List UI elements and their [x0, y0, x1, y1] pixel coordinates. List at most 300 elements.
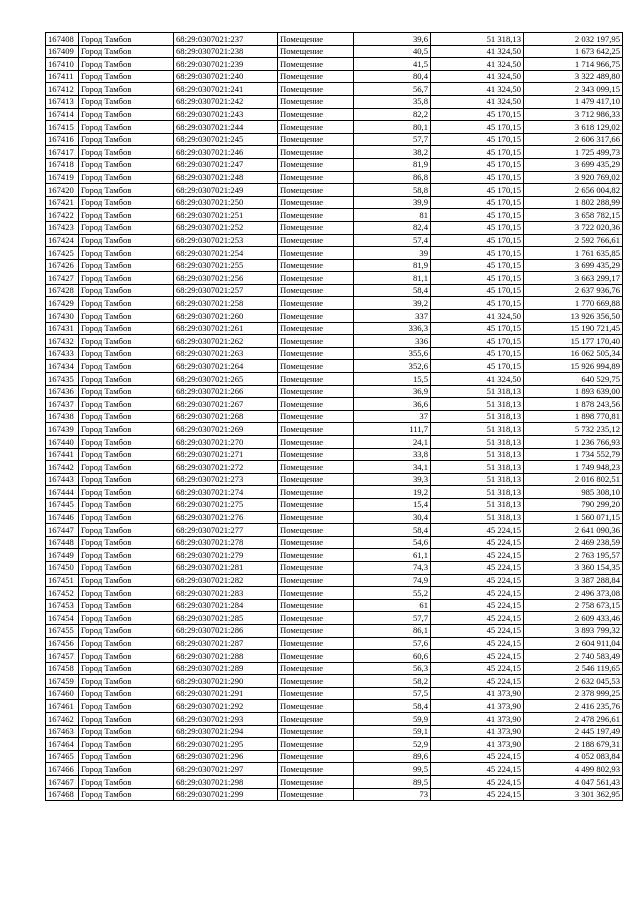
record-id-cell: 167420: [46, 184, 79, 197]
table-row: [46, 196, 623, 209]
record-id-cell: 167430: [46, 310, 79, 323]
area-cell: 61: [354, 599, 431, 612]
object-type-cell: Помещение: [278, 536, 354, 549]
object-type-cell: Помещение: [278, 498, 354, 511]
area-cell: 57,6: [354, 637, 431, 650]
city-cell: Город Тамбов: [79, 322, 174, 335]
record-id-cell: 167463: [46, 725, 79, 738]
table-row: [46, 750, 623, 763]
cadastral-value-cell: 640 529,75: [524, 373, 623, 386]
record-id-cell: 167467: [46, 776, 79, 789]
table-row: [46, 637, 623, 650]
table-row: [46, 108, 623, 121]
object-type-cell: Помещение: [278, 398, 354, 411]
area-cell: 30,4: [354, 511, 431, 524]
unit-value-cell: 51 318,13: [431, 486, 524, 499]
table-row: [46, 612, 623, 625]
area-cell: 336,3: [354, 322, 431, 335]
cadastral-value-cell: 1 673 642,25: [524, 45, 623, 58]
unit-value-cell: 41 324,50: [431, 310, 524, 323]
table-row: [46, 511, 623, 524]
cadastral-value-cell: 1 749 948,23: [524, 461, 623, 474]
object-type-cell: Помещение: [278, 259, 354, 272]
cadastral-number-cell: 68:29:0307021:289: [174, 662, 278, 675]
object-type-cell: Помещение: [278, 486, 354, 499]
table-row: [46, 373, 623, 386]
cadastral-number-cell: 68:29:0307021:277: [174, 524, 278, 537]
area-cell: 59,9: [354, 713, 431, 726]
cadastral-number-cell: 68:29:0307021:237: [174, 33, 278, 46]
unit-value-cell: 41 324,50: [431, 58, 524, 71]
object-type-cell: Помещение: [278, 373, 354, 386]
object-type-cell: Помещение: [278, 461, 354, 474]
city-cell: Город Тамбов: [79, 599, 174, 612]
city-cell: Город Тамбов: [79, 612, 174, 625]
unit-value-cell: 45 170,15: [431, 297, 524, 310]
cadastral-value-cell: 13 926 356,50: [524, 310, 623, 323]
cadastral-number-cell: 68:29:0307021:244: [174, 121, 278, 134]
record-id-cell: 167419: [46, 171, 79, 184]
cadastral-number-cell: 68:29:0307021:290: [174, 675, 278, 688]
record-id-cell: 167411: [46, 70, 79, 83]
object-type-cell: Помещение: [278, 310, 354, 323]
area-cell: 59,1: [354, 725, 431, 738]
table-row: [46, 347, 623, 360]
area-cell: 82,2: [354, 108, 431, 121]
table-row: [46, 524, 623, 537]
table-row: [46, 776, 623, 789]
cadastral-number-cell: 68:29:0307021:242: [174, 95, 278, 108]
record-id-cell: 167443: [46, 473, 79, 486]
unit-value-cell: 45 224,15: [431, 561, 524, 574]
cadastral-value-cell: 985 308,10: [524, 486, 623, 499]
cadastral-value-cell: 2 758 673,15: [524, 599, 623, 612]
city-cell: Город Тамбов: [79, 738, 174, 751]
cadastral-value-cell: 3 893 799,32: [524, 624, 623, 637]
unit-value-cell: 45 224,15: [431, 650, 524, 663]
record-id-cell: 167450: [46, 561, 79, 574]
city-cell: Город Тамбов: [79, 121, 174, 134]
cadastral-number-cell: 68:29:0307021:246: [174, 146, 278, 159]
table-row: [46, 788, 623, 801]
area-cell: 355,6: [354, 347, 431, 360]
record-id-cell: 167422: [46, 209, 79, 222]
object-type-cell: Помещение: [278, 511, 354, 524]
city-cell: Город Тамбов: [79, 196, 174, 209]
area-cell: 35,8: [354, 95, 431, 108]
area-cell: 24,1: [354, 436, 431, 449]
record-id-cell: 167410: [46, 58, 79, 71]
city-cell: Город Тамбов: [79, 486, 174, 499]
area-cell: 86,1: [354, 624, 431, 637]
object-type-cell: Помещение: [278, 158, 354, 171]
object-type-cell: Помещение: [278, 612, 354, 625]
table-row: [46, 335, 623, 348]
record-id-cell: 167435: [46, 373, 79, 386]
cadastral-value-cell: 2 641 090,36: [524, 524, 623, 537]
table-row: [46, 70, 623, 83]
object-type-cell: Помещение: [278, 146, 354, 159]
table-row: [46, 436, 623, 449]
table-row: [46, 599, 623, 612]
city-cell: Город Тамбов: [79, 171, 174, 184]
city-cell: Город Тамбов: [79, 33, 174, 46]
table-row: [46, 725, 623, 738]
cadastral-value-cell: 1 893 639,00: [524, 385, 623, 398]
table-row: [46, 574, 623, 587]
cadastral-number-cell: 68:29:0307021:291: [174, 687, 278, 700]
table-row: [46, 713, 623, 726]
object-type-cell: Помещение: [278, 624, 354, 637]
record-id-cell: 167465: [46, 750, 79, 763]
table-row: [46, 549, 623, 562]
table-row: [46, 259, 623, 272]
city-cell: Город Тамбов: [79, 763, 174, 776]
table-row: [46, 272, 623, 285]
unit-value-cell: 45 170,15: [431, 335, 524, 348]
cadastral-value-cell: 2 637 936,76: [524, 284, 623, 297]
record-id-cell: 167433: [46, 347, 79, 360]
table-row: [46, 650, 623, 663]
city-cell: Город Тамбов: [79, 310, 174, 323]
area-cell: 86,8: [354, 171, 431, 184]
unit-value-cell: 45 224,15: [431, 574, 524, 587]
cadastral-number-cell: 68:29:0307021:267: [174, 398, 278, 411]
record-id-cell: 167439: [46, 423, 79, 436]
object-type-cell: Помещение: [278, 196, 354, 209]
cadastral-number-cell: 68:29:0307021:286: [174, 624, 278, 637]
record-id-cell: 167458: [46, 662, 79, 675]
table-row: [46, 486, 623, 499]
unit-value-cell: 41 373,90: [431, 700, 524, 713]
city-cell: Город Тамбов: [79, 259, 174, 272]
area-cell: 36,6: [354, 398, 431, 411]
area-cell: 40,5: [354, 45, 431, 58]
cadastral-number-cell: 68:29:0307021:278: [174, 536, 278, 549]
table-row: [46, 184, 623, 197]
unit-value-cell: 41 324,50: [431, 70, 524, 83]
object-type-cell: Помещение: [278, 788, 354, 801]
object-type-cell: Помещение: [278, 247, 354, 260]
city-cell: Город Тамбов: [79, 373, 174, 386]
area-cell: 337: [354, 310, 431, 323]
object-type-cell: Помещение: [278, 700, 354, 713]
area-cell: 58,2: [354, 675, 431, 688]
city-cell: Город Тамбов: [79, 549, 174, 562]
object-type-cell: Помещение: [278, 45, 354, 58]
record-id-cell: 167438: [46, 410, 79, 423]
unit-value-cell: 45 170,15: [431, 108, 524, 121]
area-cell: 15,5: [354, 373, 431, 386]
cadastral-number-cell: 68:29:0307021:270: [174, 436, 278, 449]
unit-value-cell: 45 170,15: [431, 259, 524, 272]
table-row: [46, 662, 623, 675]
city-cell: Город Тамбов: [79, 284, 174, 297]
cadastral-number-cell: 68:29:0307021:262: [174, 335, 278, 348]
city-cell: Город Тамбов: [79, 95, 174, 108]
table-row: [46, 310, 623, 323]
cadastral-value-cell: 1 236 766,93: [524, 436, 623, 449]
cadastral-number-cell: 68:29:0307021:292: [174, 700, 278, 713]
cadastral-number-cell: 68:29:0307021:281: [174, 561, 278, 574]
cadastral-number-cell: 68:29:0307021:247: [174, 158, 278, 171]
cadastral-number-cell: 68:29:0307021:257: [174, 284, 278, 297]
record-id-cell: 167409: [46, 45, 79, 58]
table-row: [46, 360, 623, 373]
object-type-cell: Помещение: [278, 549, 354, 562]
record-id-cell: 167428: [46, 284, 79, 297]
city-cell: Город Тамбов: [79, 713, 174, 726]
area-cell: 81,9: [354, 158, 431, 171]
unit-value-cell: 45 170,15: [431, 221, 524, 234]
cadastral-value-cell: 2 632 045,53: [524, 675, 623, 688]
record-id-cell: 167431: [46, 322, 79, 335]
area-cell: 57,7: [354, 612, 431, 625]
unit-value-cell: 45 170,15: [431, 347, 524, 360]
cadastral-number-cell: 68:29:0307021:284: [174, 599, 278, 612]
cadastral-number-cell: 68:29:0307021:263: [174, 347, 278, 360]
object-type-cell: Помещение: [278, 675, 354, 688]
city-cell: Город Тамбов: [79, 209, 174, 222]
area-cell: 15,4: [354, 498, 431, 511]
object-type-cell: Помещение: [278, 725, 354, 738]
table-row: [46, 33, 623, 46]
object-type-cell: Помещение: [278, 347, 354, 360]
record-id-cell: 167449: [46, 549, 79, 562]
record-id-cell: 167425: [46, 247, 79, 260]
city-cell: Город Тамбов: [79, 473, 174, 486]
cadastral-value-cell: 3 699 435,29: [524, 259, 623, 272]
object-type-cell: Помещение: [278, 108, 354, 121]
unit-value-cell: 45 224,15: [431, 675, 524, 688]
table-row: [46, 536, 623, 549]
city-cell: Город Тамбов: [79, 234, 174, 247]
record-id-cell: 167455: [46, 624, 79, 637]
unit-value-cell: 45 224,15: [431, 612, 524, 625]
cadastral-number-cell: 68:29:0307021:297: [174, 763, 278, 776]
object-type-cell: Помещение: [278, 650, 354, 663]
cadastral-number-cell: 68:29:0307021:249: [174, 184, 278, 197]
unit-value-cell: 45 170,15: [431, 158, 524, 171]
city-cell: Город Тамбов: [79, 335, 174, 348]
area-cell: 81,9: [354, 259, 431, 272]
record-id-cell: 167434: [46, 360, 79, 373]
city-cell: Город Тамбов: [79, 398, 174, 411]
unit-value-cell: 51 318,13: [431, 498, 524, 511]
city-cell: Город Тамбов: [79, 448, 174, 461]
record-id-cell: 167421: [46, 196, 79, 209]
unit-value-cell: 45 170,15: [431, 171, 524, 184]
city-cell: Город Тамбов: [79, 574, 174, 587]
unit-value-cell: 45 170,15: [431, 360, 524, 373]
unit-value-cell: 51 318,13: [431, 511, 524, 524]
area-cell: 34,1: [354, 461, 431, 474]
cadastral-value-cell: 4 047 561,43: [524, 776, 623, 789]
object-type-cell: Помещение: [278, 209, 354, 222]
object-type-cell: Помещение: [278, 234, 354, 247]
unit-value-cell: 45 224,15: [431, 624, 524, 637]
record-id-cell: 167454: [46, 612, 79, 625]
area-cell: 39,3: [354, 473, 431, 486]
object-type-cell: Помещение: [278, 133, 354, 146]
unit-value-cell: 45 224,15: [431, 763, 524, 776]
area-cell: 39,9: [354, 196, 431, 209]
cadastral-number-cell: 68:29:0307021:295: [174, 738, 278, 751]
cadastral-number-cell: 68:29:0307021:251: [174, 209, 278, 222]
table-row: [46, 83, 623, 96]
record-id-cell: 167442: [46, 461, 79, 474]
cadastral-number-cell: 68:29:0307021:296: [174, 750, 278, 763]
cadastral-value-cell: 15 926 994,89: [524, 360, 623, 373]
record-id-cell: 167423: [46, 221, 79, 234]
table-row: [46, 473, 623, 486]
unit-value-cell: 45 224,15: [431, 599, 524, 612]
record-id-cell: 167412: [46, 83, 79, 96]
object-type-cell: Помещение: [278, 83, 354, 96]
cadastral-value-cell: 5 732 235,12: [524, 423, 623, 436]
area-cell: 111,7: [354, 423, 431, 436]
area-cell: 89,6: [354, 750, 431, 763]
object-type-cell: Помещение: [278, 599, 354, 612]
cadastral-value-cell: 2 604 911,04: [524, 637, 623, 650]
unit-value-cell: 51 318,13: [431, 436, 524, 449]
cadastral-value-cell: 1 725 499,73: [524, 146, 623, 159]
city-cell: Город Тамбов: [79, 587, 174, 600]
object-type-cell: Помещение: [278, 360, 354, 373]
unit-value-cell: 45 224,15: [431, 549, 524, 562]
record-id-cell: 167416: [46, 133, 79, 146]
city-cell: Город Тамбов: [79, 788, 174, 801]
city-cell: Город Тамбов: [79, 247, 174, 260]
unit-value-cell: 45 170,15: [431, 322, 524, 335]
cadastral-number-cell: 68:29:0307021:254: [174, 247, 278, 260]
area-cell: 56,3: [354, 662, 431, 675]
table-row: [46, 763, 623, 776]
record-id-cell: 167445: [46, 498, 79, 511]
area-cell: 54,6: [354, 536, 431, 549]
record-id-cell: 167464: [46, 738, 79, 751]
object-type-cell: Помещение: [278, 763, 354, 776]
cadastral-value-cell: 1 878 243,56: [524, 398, 623, 411]
cadastral-value-cell: 2 343 099,15: [524, 83, 623, 96]
city-cell: Город Тамбов: [79, 108, 174, 121]
city-cell: Город Тамбов: [79, 637, 174, 650]
record-id-cell: 167446: [46, 511, 79, 524]
object-type-cell: Помещение: [278, 587, 354, 600]
city-cell: Город Тамбов: [79, 347, 174, 360]
object-type-cell: Помещение: [278, 448, 354, 461]
area-cell: 33,8: [354, 448, 431, 461]
unit-value-cell: 45 170,15: [431, 284, 524, 297]
record-id-cell: 167437: [46, 398, 79, 411]
city-cell: Город Тамбов: [79, 297, 174, 310]
area-cell: 336: [354, 335, 431, 348]
object-type-cell: Помещение: [278, 121, 354, 134]
unit-value-cell: 41 324,50: [431, 373, 524, 386]
table-row: [46, 738, 623, 751]
cadastral-value-cell: 3 322 489,80: [524, 70, 623, 83]
cadastral-number-cell: 68:29:0307021:294: [174, 725, 278, 738]
table-body: [46, 33, 623, 801]
unit-value-cell: 45 170,15: [431, 146, 524, 159]
city-cell: Город Тамбов: [79, 360, 174, 373]
cadastral-value-cell: 3 658 782,15: [524, 209, 623, 222]
object-type-cell: Помещение: [278, 272, 354, 285]
record-id-cell: 167436: [46, 385, 79, 398]
city-cell: Город Тамбов: [79, 536, 174, 549]
city-cell: Город Тамбов: [79, 461, 174, 474]
object-type-cell: Помещение: [278, 410, 354, 423]
table-row: [46, 385, 623, 398]
object-type-cell: Помещение: [278, 561, 354, 574]
cadastral-value-cell: 2 469 238,59: [524, 536, 623, 549]
cadastral-value-cell: 15 190 721,45: [524, 322, 623, 335]
cadastral-number-cell: 68:29:0307021:266: [174, 385, 278, 398]
unit-value-cell: 51 318,13: [431, 33, 524, 46]
area-cell: 39: [354, 247, 431, 260]
object-type-cell: Помещение: [278, 335, 354, 348]
cadastral-number-cell: 68:29:0307021:248: [174, 171, 278, 184]
area-cell: 89,5: [354, 776, 431, 789]
cadastral-value-cell: 2 378 999,25: [524, 687, 623, 700]
cadastral-number-cell: 68:29:0307021:279: [174, 549, 278, 562]
cadastral-value-cell: 1 734 552,79: [524, 448, 623, 461]
unit-value-cell: 51 318,13: [431, 398, 524, 411]
unit-value-cell: 41 373,90: [431, 687, 524, 700]
record-id-cell: 167427: [46, 272, 79, 285]
unit-value-cell: 41 373,90: [431, 713, 524, 726]
table-row: [46, 247, 623, 260]
cadastral-value-cell: 2 478 296,61: [524, 713, 623, 726]
cadastral-value-cell: 2 032 197,95: [524, 33, 623, 46]
unit-value-cell: 41 324,50: [431, 45, 524, 58]
unit-value-cell: 45 224,15: [431, 637, 524, 650]
unit-value-cell: 45 170,15: [431, 209, 524, 222]
unit-value-cell: 45 224,15: [431, 776, 524, 789]
table-row: [46, 121, 623, 134]
object-type-cell: Помещение: [278, 687, 354, 700]
city-cell: Город Тамбов: [79, 561, 174, 574]
record-id-cell: 167440: [46, 436, 79, 449]
record-id-cell: 167413: [46, 95, 79, 108]
area-cell: 74,3: [354, 561, 431, 574]
area-cell: 74,9: [354, 574, 431, 587]
cadastral-number-cell: 68:29:0307021:288: [174, 650, 278, 663]
record-id-cell: 167448: [46, 536, 79, 549]
cadastral-value-cell: 1 714 966,75: [524, 58, 623, 71]
cadastral-value-cell: 2 416 235,76: [524, 700, 623, 713]
area-cell: 41,5: [354, 58, 431, 71]
cadastral-value-cell: 3 618 129,02: [524, 121, 623, 134]
cadastral-value-cell: 1 770 669,88: [524, 297, 623, 310]
area-cell: 36,9: [354, 385, 431, 398]
table-row: [46, 209, 623, 222]
table-row: [46, 700, 623, 713]
area-cell: 61,1: [354, 549, 431, 562]
city-cell: Город Тамбов: [79, 410, 174, 423]
area-cell: 60,6: [354, 650, 431, 663]
city-cell: Город Тамбов: [79, 498, 174, 511]
record-id-cell: 167452: [46, 587, 79, 600]
city-cell: Город Тамбов: [79, 776, 174, 789]
cadastral-number-cell: 68:29:0307021:285: [174, 612, 278, 625]
cadastral-value-cell: 3 360 154,35: [524, 561, 623, 574]
city-cell: Город Тамбов: [79, 45, 174, 58]
city-cell: Город Тамбов: [79, 725, 174, 738]
cadastral-number-cell: 68:29:0307021:271: [174, 448, 278, 461]
area-cell: 352,6: [354, 360, 431, 373]
area-cell: 57,4: [354, 234, 431, 247]
